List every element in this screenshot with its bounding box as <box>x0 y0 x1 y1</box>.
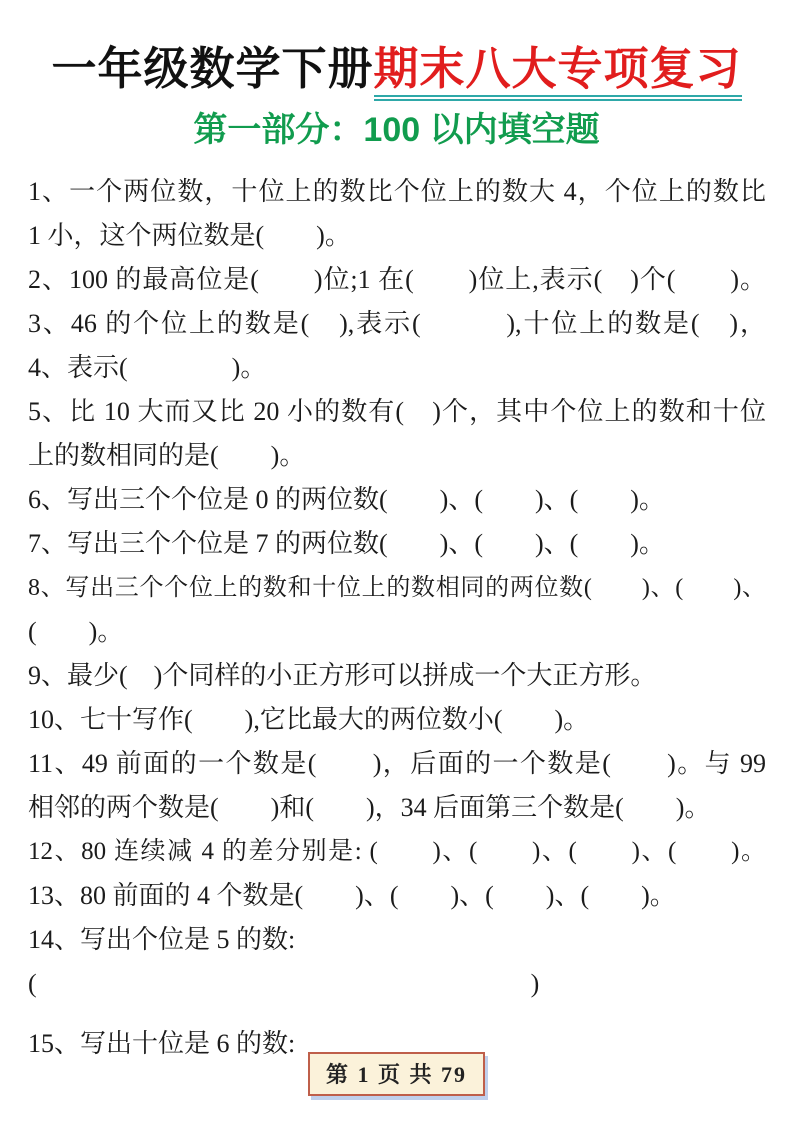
question-11-line-1: 11、49 前面的一个数是( )，后面的一个数是( )。与 99 <box>28 749 766 778</box>
question-2: 2、100 的最高位是( )位;1 在( )位上,表示( )个( )。 <box>28 265 766 294</box>
question-15: 15、写出十位是 6 的数: <box>28 1029 296 1058</box>
title-grade-segment: 一年级数学下册 <box>51 43 374 94</box>
page-number-badge: 第 1 页 共 79 <box>308 1052 485 1096</box>
question-11-line-2: 相邻的两个数是( )和( )，34 后面第三个数是( )。 <box>28 793 711 822</box>
title-review-segment: 期末八大专项复习 <box>374 43 742 101</box>
question-5-line-1: 5、比 10 大而又比 20 小的数有( )个，其中个位上的数和十位 <box>28 397 766 426</box>
question-13: 13、80 前面的 4 个数是( )、( )、( )、( )。 <box>28 881 676 910</box>
question-3: 3、46 的个位上的数是( ),表示( ),十位上的数是( )， <box>28 309 766 338</box>
question-list <box>0 170 793 1066</box>
question-9: 9、最少( )个同样的小正方形可以拼成一个大正方形。 <box>28 661 657 690</box>
page-title <box>0 42 793 96</box>
question-1-line-1: 1、一个两位数，十位上的数比个位上的数大 4，个位上的数比 <box>28 177 766 206</box>
question-1-line-2: 1 小，这个两位数是( )。 <box>28 221 351 250</box>
question-5-line-2: 上的数相同的是( )。 <box>28 441 306 470</box>
page-footer <box>0 1052 793 1096</box>
question-7: 7、写出三个个位是 7 的两位数( )、( )、( )。 <box>28 529 665 558</box>
question-14: 14、写出个位是 5 的数: <box>28 925 296 954</box>
section-heading: 第一部分：100 以内填空题 <box>193 111 600 149</box>
question-12: 12、80 连续减 4 的差分别是: ( )、( )、( )、( )。 <box>28 838 766 865</box>
question-10: 10、七十写作( ),它比最大的两位数小( )。 <box>28 705 590 734</box>
question-4: 4、表示( )。 <box>28 353 267 382</box>
question-6: 6、写出三个个位是 0 的两位数( )、( )、( )。 <box>28 485 665 514</box>
question-8-line-1: 8、写出三个个位上的数和十位上的数相同的两位数( )、( )、 <box>28 575 766 601</box>
question-8-line-2: ( )。 <box>28 617 124 646</box>
question-14-answer-blank: ( ) <box>28 969 540 998</box>
